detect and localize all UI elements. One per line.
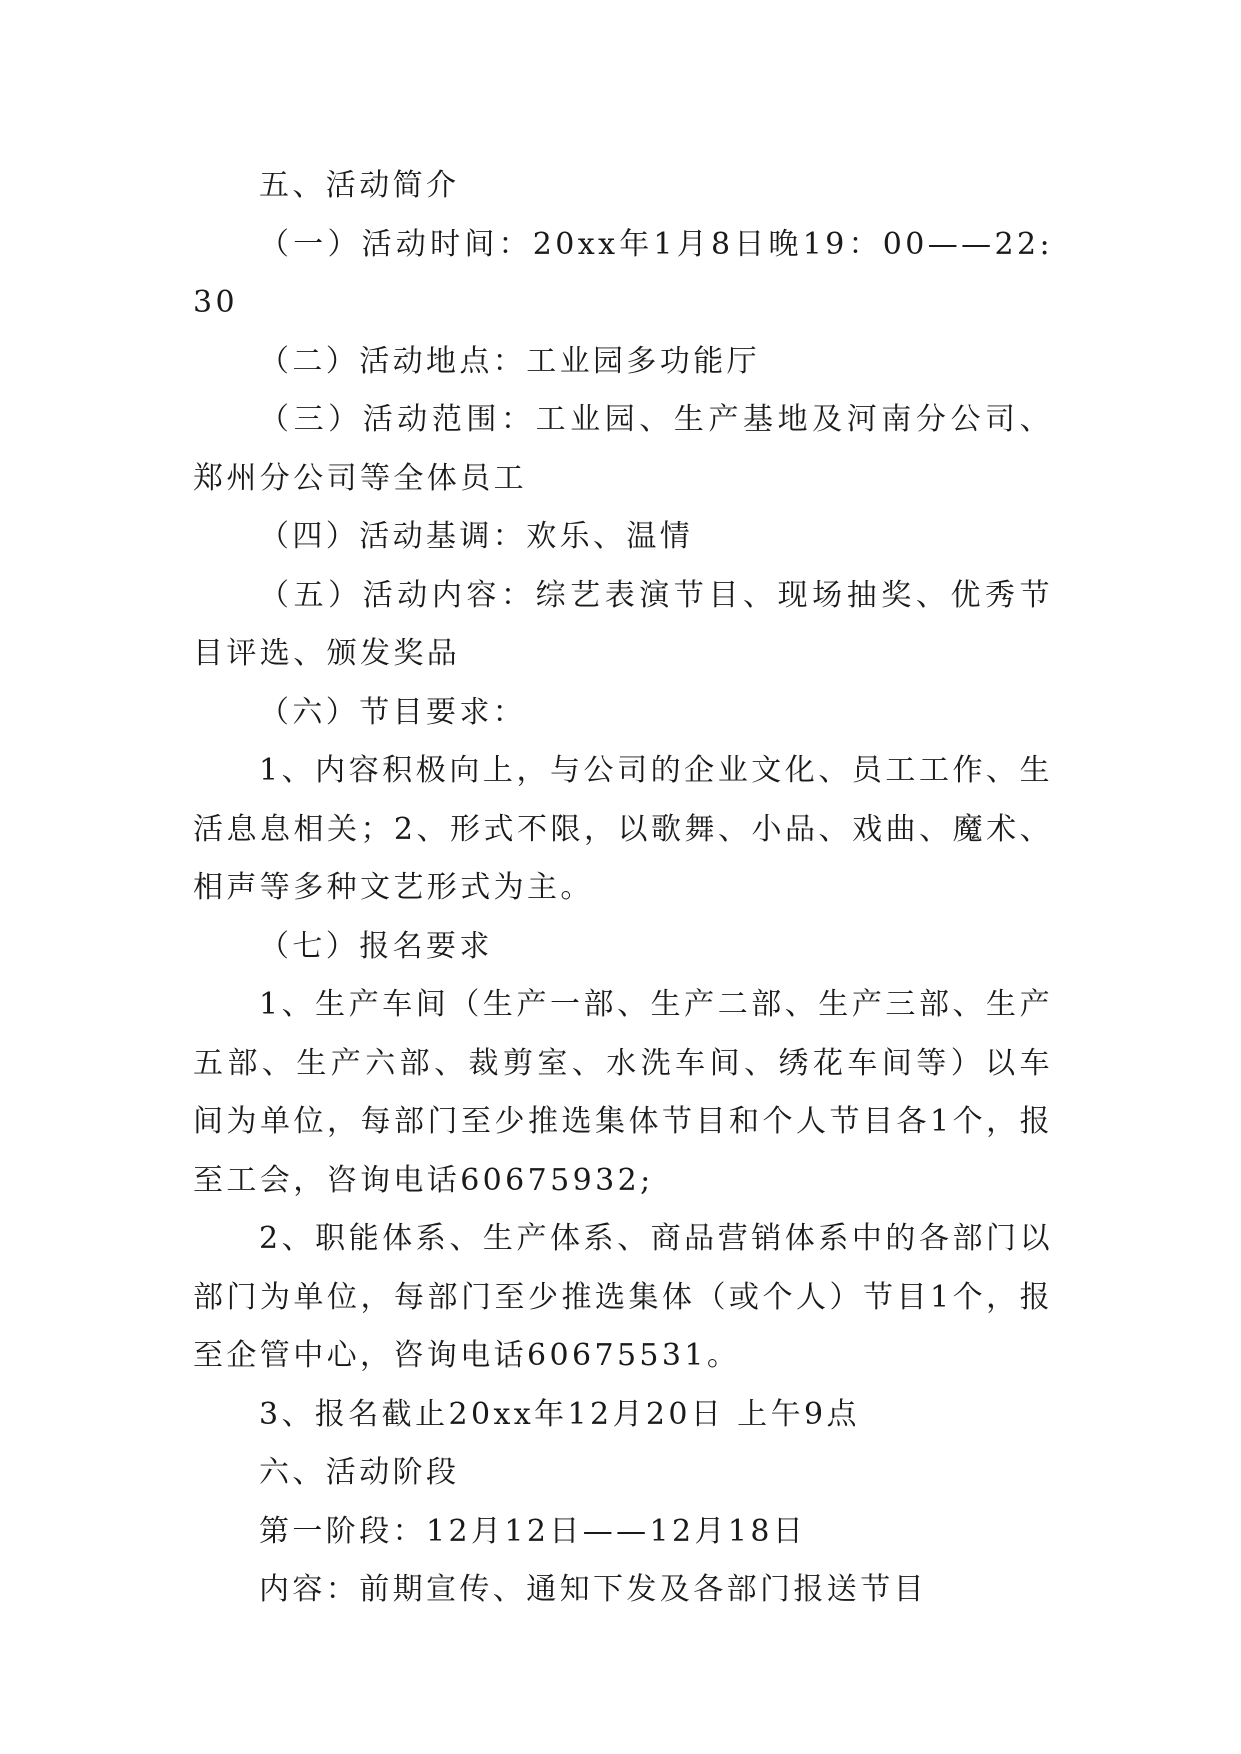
paragraph-program-requirements-heading: （六）节目要求： [259,694,527,730]
paragraph-activity-time: （一）活动时间：20xx年1月8日晚19：00——22:30 [193,226,1053,320]
paragraph-activity-content: （五）活动内容：综艺表演节目、现场抽奖、优秀节目评选、颁发奖品 [193,577,1053,671]
paragraph-registration-heading: （七）报名要求 [259,928,493,964]
paragraph-activity-tone: （四）活动基调：欢乐、温情 [259,519,694,554]
paragraph-stage-one-dates: 第一阶段：12月12日——12月18日 [259,1513,807,1549]
section-heading-activity-intro: 五、活动简介 [259,168,460,203]
paragraph-registration-item-2: 2、职能体系、生产体系、商品营销体系中的各部门以部门为单位，每部门至少推选集体（或个人）节目1个，报至企管中心，咨询电话60675531。 [193,1221,1053,1373]
paragraph-registration-deadline: 3、报名截止20xx年12月20日 上午9点 [259,1396,860,1432]
document-body [193,157,1053,1620]
paragraph-registration-item-1: 1、生产车间（生产一部、生产二部、生产三部、生产五部、生产六部、裁剪室、水洗车间、绣花车间等）以车间为单位，每部门至少推选集体节目和个人节目各1个，报至工会，咨询电话60675932; [193,987,1053,1198]
paragraph-program-requirements: 1、内容积极向上，与公司的企业文化、员工工作、生活息息相关；2、形式不限，以歌舞、小品、戏曲、魔术、相声等多种文艺形式为主。 [193,753,1053,905]
paragraph-activity-location: （二）活动地点：工业园多功能厅 [259,343,760,379]
paragraph-stage-one-content: 内容：前期宣传、通知下发及各部门报送节目 [259,1572,927,1607]
section-heading-activity-stages: 六、活动阶段 [259,1455,460,1490]
paragraph-activity-scope: （三）活动范围：工业园、生产基地及河南分公司、郑州分公司等全体员工 [193,402,1053,496]
